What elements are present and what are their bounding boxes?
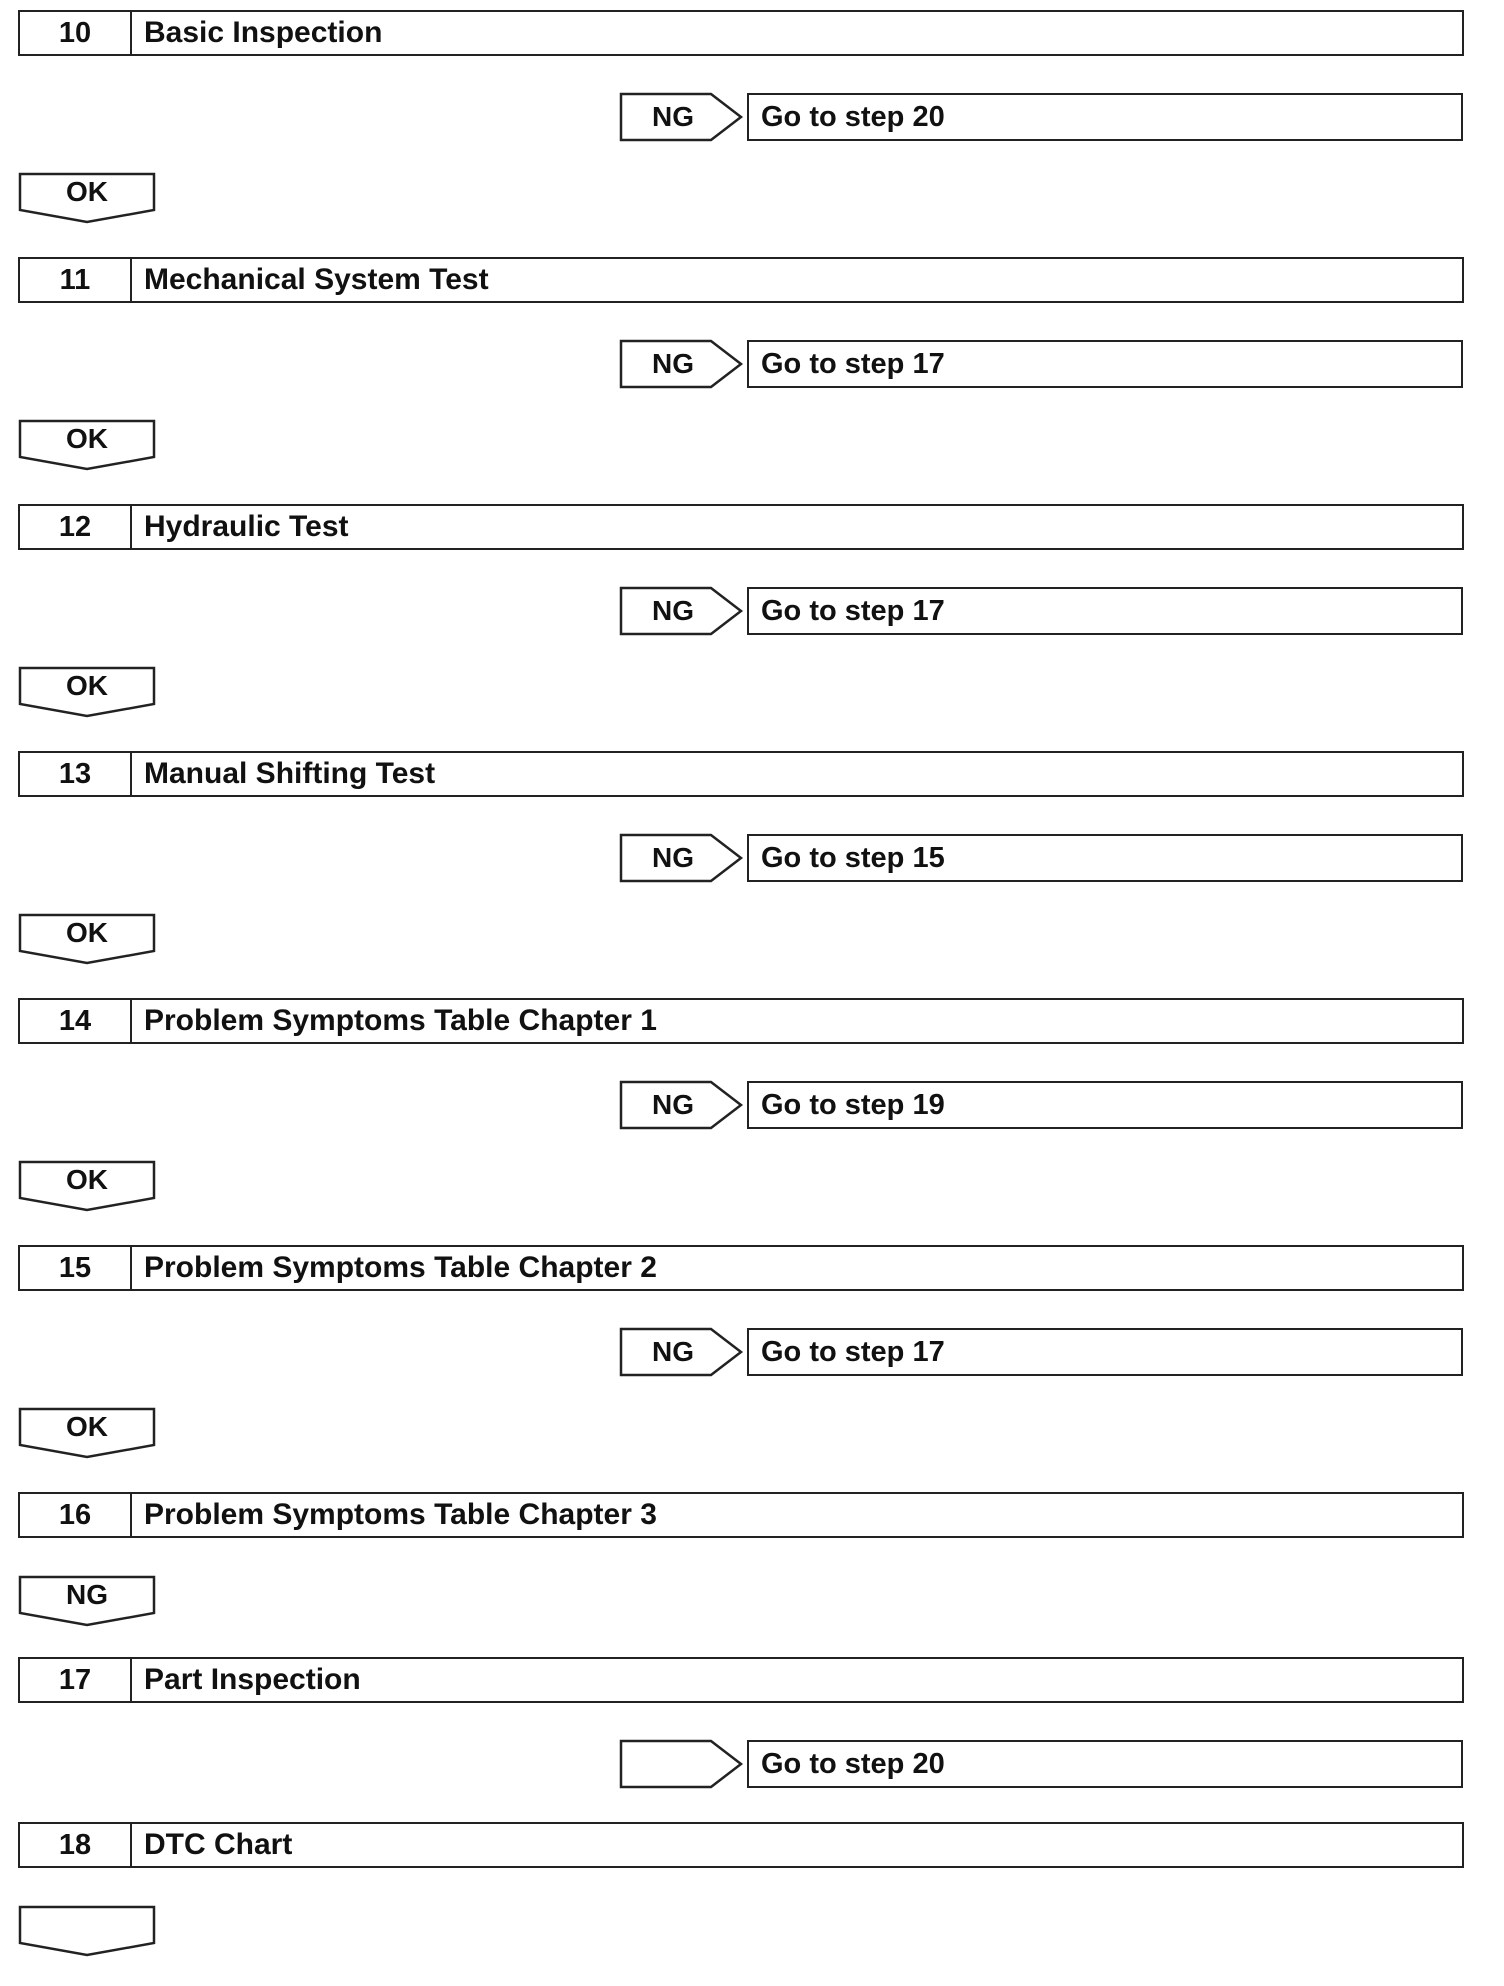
goto-step-box: Go to step 20 [747,93,1463,141]
goto-step-box: Go to step 17 [747,587,1463,635]
goto-step-box: Go to step 17 [747,340,1463,388]
next-label: OK [66,1164,108,1195]
step-box [18,10,1464,56]
ng-branch-arrow [619,339,744,389]
step-title: Problem Symptoms Table Chapter 1 [144,1004,657,1037]
step-box [18,1245,1464,1291]
ng-label: NG [652,595,694,626]
step-title: Manual Shifting Test [144,757,436,790]
step-number: 14 [20,1000,132,1042]
next-step-tab [18,172,156,224]
ng-branch-arrow [619,1739,744,1789]
ng-branch-arrow [619,586,744,636]
step-title: Part Inspection [144,1663,361,1696]
ng-label: NG [652,1089,694,1120]
step-title: Hydraulic Test [144,510,349,543]
next-label: OK [66,670,108,701]
next-label: NG [66,1579,108,1610]
next-label: OK [66,917,108,948]
ng-label [619,1739,727,1789]
ng-branch-arrow [619,1327,744,1377]
step-box [18,1822,1464,1868]
next-step-tab [18,1160,156,1212]
next-step-tab [18,1575,156,1627]
ng-branch-arrow [619,1080,744,1130]
next-label: OK [66,1411,108,1442]
goto-step-box: Go to step 15 [747,834,1463,882]
ng-branch-arrow [619,833,744,883]
next-step-tab [18,1407,156,1459]
goto-step-box: Go to step 19 [747,1081,1463,1129]
ng-label: NG [652,842,694,873]
step-title: Basic Inspection [144,16,383,49]
step-box [18,257,1464,303]
next-label [18,1907,156,1943]
step-number: 11 [20,259,132,301]
next-step-tab [18,1905,156,1957]
step-title: Mechanical System Test [144,263,489,296]
next-step-tab [18,666,156,718]
ng-label: NG [652,1336,694,1367]
next-label: OK [66,176,108,207]
step-box [18,504,1464,550]
ng-branch-arrow [619,92,744,142]
goto-step-box: Go to step 17 [747,1328,1463,1376]
step-number: 12 [20,506,132,548]
goto-step-box: Go to step 20 [747,1740,1463,1788]
ng-label: NG [652,348,694,379]
step-title: DTC Chart [144,1828,293,1861]
step-number: 10 [20,12,132,54]
step-number: 17 [20,1659,132,1701]
next-step-tab [18,913,156,965]
step-box [18,1492,1464,1538]
step-box [18,1657,1464,1703]
next-step-tab [18,419,156,471]
step-number: 13 [20,753,132,795]
step-title: Problem Symptoms Table Chapter 3 [144,1498,657,1531]
step-title: Problem Symptoms Table Chapter 2 [144,1251,657,1284]
step-box [18,998,1464,1044]
step-box [18,751,1464,797]
step-number: 16 [20,1494,132,1536]
step-number: 18 [20,1824,132,1866]
next-label: OK [66,423,108,454]
ng-label: NG [652,101,694,132]
step-number: 15 [20,1247,132,1289]
